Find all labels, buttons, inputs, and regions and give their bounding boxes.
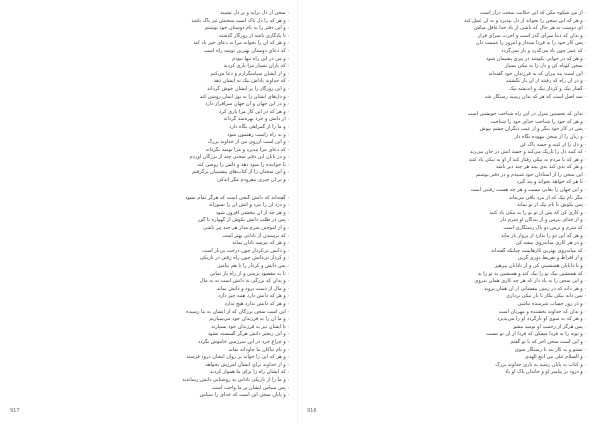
text-line: ۰ و کاری کن که پس از تو تو را به نیکی یاد کنند xyxy=(489,209,587,216)
text-line: ۰ که شرم و ترس دو بال رستگاری است xyxy=(503,225,587,232)
text-line: ۰ و هر که دانش دارد همه چیز دارد xyxy=(218,293,290,300)
text-line: ۰ و این زنجیر دانش هرگز گسسته نشود xyxy=(207,331,290,338)
text-line: ۰ ای دوست به هر حال که باشی از یاد خدا غافل مباش xyxy=(473,25,587,32)
page-number: 917 xyxy=(10,408,20,414)
text-line: ۰ که ایشان راه را برای ما هموار کردند xyxy=(209,369,290,376)
text-line: ۰ گفته‌اند که دانش گنجی است که هرگز تمام نشود xyxy=(185,194,290,201)
text-line: ۰ و دل را از کینه و حسد پاک کن xyxy=(519,141,587,148)
text-line: ۰ از من شکوه مکن که این حکایت سخت دراز است xyxy=(480,10,587,16)
page-gutter xyxy=(297,0,298,424)
text-line: ۰ و این جهان را بقایی نیست و هر چه هست رفتنی است xyxy=(470,187,587,194)
text-line: ۰ و هر که آن را بخواند مرا به دعای خیر یاد کند xyxy=(193,40,290,47)
right-page xyxy=(305,10,587,424)
text-line: ۰ پس سپاس ایشان بر ما واجب است xyxy=(212,384,290,391)
left-page-text xyxy=(8,10,290,400)
text-line: ۰ تا به مقصود برسی و از راه باز نمانی xyxy=(209,270,290,277)
text-line: ۰ و هر دانه که در زمین بیفشانی از آن همان بروید xyxy=(484,285,587,292)
text-line: ۰ و مال از دست برود و دانش بماند xyxy=(216,285,290,292)
text-line: ۰ پس در کار خود بنگر و از عیب دیگران چشم بپوش xyxy=(479,126,587,133)
text-line: ۰ این است پند پیران که به فرزندان خود گفته‌اند xyxy=(488,70,587,77)
text-line: ۰ و هر چه از آن ببخشی افزون شود xyxy=(215,209,290,216)
text-line: ۰ که عمر چون باد می‌گذرد و باز نمی‌گردد xyxy=(501,47,587,54)
text-line: ۰ پس هرگز از رحمت او نومید مشو xyxy=(513,323,587,330)
text-line: ۰ تا خواننده را سود دهد و دلش را روشن کند xyxy=(197,161,290,168)
text-line: ۰ و بدان که خداوند بخشنده و مهربان است xyxy=(498,308,587,315)
text-line: ۰ و هر که بدی کند بدی بیند هر چند دیر باشد xyxy=(495,164,587,171)
text-line: ۰ و ما آن را به فرزندان خود می‌سپاریم xyxy=(209,316,290,323)
text-line: ۰ این سخن را از استادان خود شنیدم و در دفتر نوشتم xyxy=(475,171,587,178)
text-line: ۰ که پرسیدن از نادانی بهتر است xyxy=(222,232,290,239)
text-line: ۰ و هر که در جوانی نکوشد در پیری پشیمان شود xyxy=(486,55,587,62)
text-line: ۰ و در روز حساب شرمنده نباشی xyxy=(517,300,587,307)
text-line: ۰ و این روزگار را بر ایشان خوش گرداند xyxy=(207,85,290,92)
text-line: ۰ بدان که نخستین منزل در این راه شناخت خویشتن است xyxy=(467,111,587,118)
text-line: ۰ مگر نام نیک که از مرد باقی می‌ماند xyxy=(508,194,587,201)
left-page xyxy=(8,10,290,424)
text-line: ۰ و دل‌های ایشان را به نور ایمان روشن کند xyxy=(199,93,290,100)
text-line: ۰ و پایان سخن این است که خدای را سپاس xyxy=(199,392,290,399)
text-line: ۰ و این است سخن آخر که با تو گفتم xyxy=(510,338,587,345)
text-line: ۰ و هر که به سوی او بازگردد او را می‌پذیرد xyxy=(497,316,587,323)
text-line: ۰ و هر که خود را شناخت خدای خود را شناخت xyxy=(490,118,587,125)
text-line: ۰ و در پایان این دفتر سخنی چند از بزرگان آوردم xyxy=(189,154,290,161)
text-line: ۰ و بدان که دنیا سرای گذر است و آخرت سرای قرار xyxy=(477,32,587,39)
text-line: ۰ از دانش و خرد بهره‌مند گرداند xyxy=(223,116,290,123)
text-line: ۰ گفتار نیک و کردار نیک و اندیشه نیک xyxy=(509,85,587,92)
text-line: ۰ و هر که را دل پاک است سخنش نیز پاک باشد xyxy=(191,17,290,24)
text-line: ۰ و در آن راه که رفتند از آن باز نگشتند xyxy=(505,78,587,85)
text-line: ۰ و هر که نپرسد نادان بماند xyxy=(232,240,290,247)
text-line: ۰ و این سخن را به یاد دار که هر چه کاری همان بدروی xyxy=(474,278,587,285)
text-line: ۰ که خداوند پاداش نیک به ایشان دهد xyxy=(213,78,290,85)
text-line: ۰ و از خداوند برای ایشان آمرزش بخواهد xyxy=(205,361,290,368)
text-line: ۰ و بر آن چیزی نیفزودم مگر اندکی xyxy=(217,177,290,184)
text-line: ۰ و هر که در این کار مرا یاری کرد xyxy=(219,108,290,115)
text-line: ۰ پس بکوش تا نام نیک از تو بماند xyxy=(517,202,587,209)
text-line: ۰ و السلام علی من اتبع الهدی xyxy=(524,354,587,361)
text-line: ۰ و چراغ خرد در این سرزمین خاموش نگردد xyxy=(197,338,290,345)
text-line: ۰ و هر که این سخن را بخواند از دل بپذیرد و به آن عمل کند xyxy=(464,17,587,24)
text-line: ۰ که یاران بسیار مرا یاری کردند xyxy=(223,63,290,70)
text-line: ۰ و این دفتر را به نام دوستان خود نوشتم xyxy=(204,25,290,32)
text-line: ۰ و توبه را به فردا میفکن که فردا از آن تو نیست xyxy=(485,331,587,338)
text-line: ۰ و درود بر پیامبر او و خاندان پاک او باد xyxy=(504,369,587,376)
text-line: ۰ که دعای دوستان بهترین توشه راه است xyxy=(204,47,290,54)
text-line: ۰ و بدان که بزرگی به دانش است نه به مال xyxy=(199,278,290,285)
text-line: ۰ سخن از دل برآید و بر دل نشیند xyxy=(220,10,290,16)
text-line: ۰ و هر که این دو را ندارد از پرواز باز ماند xyxy=(501,232,587,239)
text-line: ۰ سه اصل است که هر که بدان رسید رستگار شد xyxy=(484,93,587,100)
text-line: ۰ تا یادگاری باشد از روزگار گذشته xyxy=(219,32,290,39)
text-line: ۰ و هر که دانش ندارد هیچ ندارد xyxy=(224,300,290,307)
text-line: ۰ و زبان را از سخن بیهوده نگاه دار xyxy=(514,133,587,140)
text-line: ۰ پس دانش و کردار را با هم بیامیز xyxy=(217,263,290,269)
paragraph-gap xyxy=(305,101,587,111)
text-line: ۰ که میانه‌روی بهترین کارهاست چنانکه گفته‌اند xyxy=(490,247,587,254)
text-line: ۰ و هر که این را خواند بر روان ایشان درود فرستد xyxy=(186,354,290,361)
text-line: ۰ و با دانایان همنشینی کن و از نادانان بپرهیز xyxy=(494,263,587,269)
text-line: ۰ تا هر که خواهد بخواند و پند گیرد xyxy=(516,179,587,186)
text-line: ۰ و کتاب به پایان رسید به یاری خداوند بزرگ xyxy=(495,361,587,368)
text-line: ۰ که کینه دل را تاریک می‌کند و حسد آتش در جان می‌زند xyxy=(469,149,587,156)
text-line: ۰ پس کار خود را به فردا مینداز و امروز را غنیمت دان xyxy=(475,40,587,47)
text-line: ۰ و کردار بی‌دانش چون راه رفتن در تاریکی xyxy=(199,255,290,262)
paragraph-gap xyxy=(8,185,290,195)
text-line: ۰ این است سخن بزرگان که از ایشان به ما رسیده xyxy=(186,308,290,315)
text-line: ۰ و در هر کاری میانه‌روی پیشه کن xyxy=(515,240,587,247)
text-line: ۰ پس در طلب دانش بکوش از گهواره تا گور xyxy=(198,217,290,224)
text-line: ۰ و دانش بی‌کردار چون درخت بی‌بار است xyxy=(202,247,290,254)
text-line: ۰ و دزد آن را نبرد و آتش آن را نسوزاند xyxy=(208,202,290,209)
text-line: ۰ که همنشین نیک تو را نیک کند و همنشین بد تو را بد xyxy=(477,270,587,277)
text-line: ۰ سخن کوتاه کن و دل را به نیکی بسپار xyxy=(504,63,587,70)
text-line: ۰ و از خدای بترس و از بندگان او شرم دار xyxy=(500,217,587,224)
text-line: ۰ و به راه راست رهنمون شود xyxy=(227,131,290,138)
text-line: ۰ و در این جهان و آن جهان سرافراز دارد xyxy=(205,101,290,108)
text-line: ۰ و هر که با مردم به نیکی رفتار کند از او به نیکی یاد کنند xyxy=(468,156,587,163)
text-line: ۰ بشنو و به کار بند تا رستگار شوی xyxy=(514,346,587,353)
text-line: ۰ و ما را از گمراهی نگاه دارد xyxy=(229,123,290,130)
text-line: ۰ که دعای مرا بپذیرد و مرا نومید نگرداند xyxy=(205,146,290,153)
text-line: ۰ پس دانه نیکی بکار تا بار نیکی برداری xyxy=(506,293,587,300)
right-page-text xyxy=(305,10,587,377)
text-line: ۰ و از آموختن شرم مدار هر چند پیر باشی xyxy=(203,225,290,232)
text-line: ۰ تا ایشان نیز به فرزندان خود بسپارند xyxy=(211,323,290,330)
text-line: ۰ و نام نیاکان ما جاودانه بماند xyxy=(228,346,290,353)
text-line: ۰ و از افراط و تفریط دوری گزین xyxy=(517,255,587,262)
page-number: 916 xyxy=(307,408,317,414)
text-line: ۰ و از ایشان سپاسگزارم و دعا می‌کنم xyxy=(210,70,290,77)
text-line: ۰ و من در این راه تنها نبودم xyxy=(232,55,290,62)
text-line: ۰ و این است آرزوی من از خداوند بزرگ xyxy=(207,139,290,146)
text-line: ۰ و این سخنان را از کتاب‌های پیشینیان برگرفتم xyxy=(192,169,290,176)
text-line: ۰ و ما را از تاریکی نادانی به روشنایی دانش رساندند xyxy=(182,376,290,383)
